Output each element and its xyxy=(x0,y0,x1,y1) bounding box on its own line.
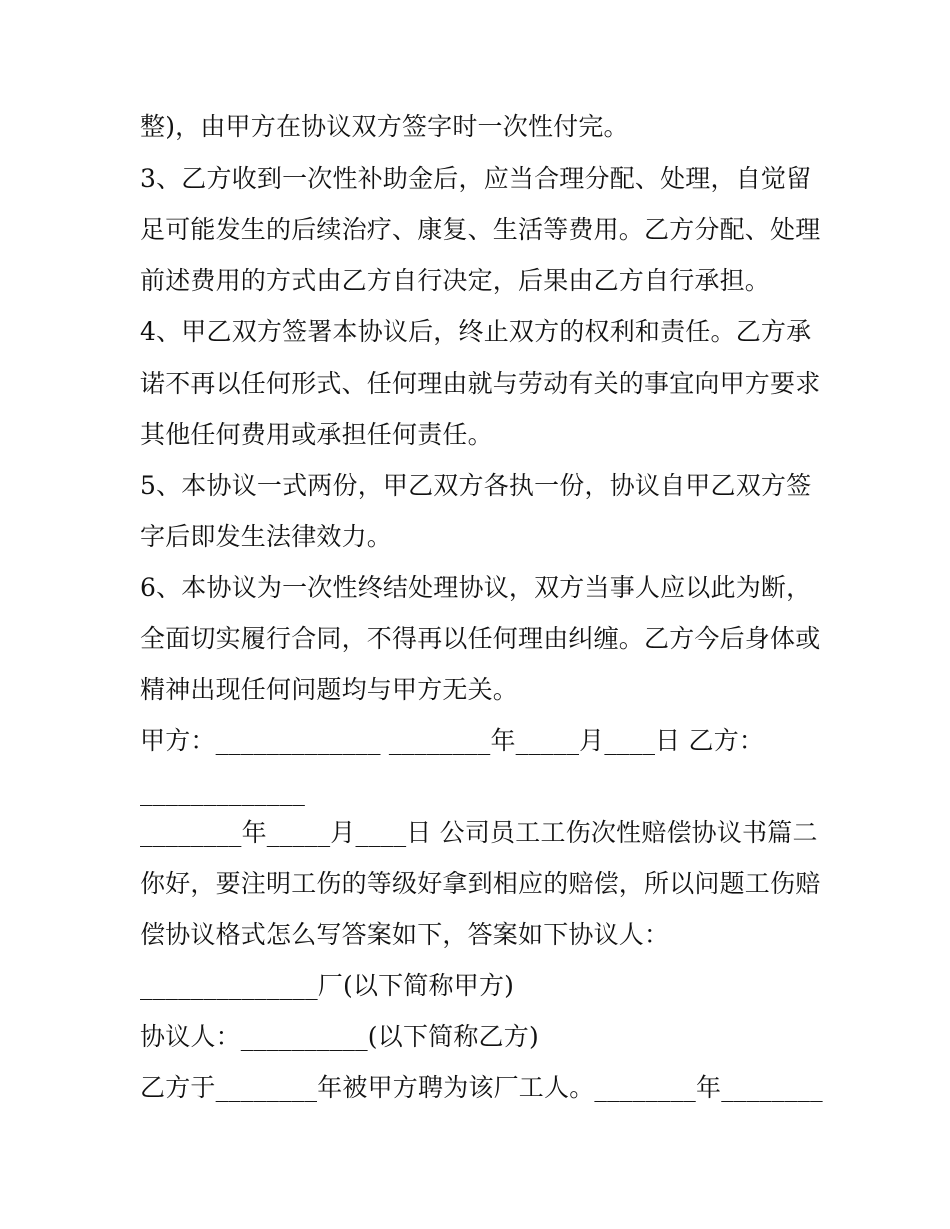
text-line: 足可能发生的后续治疗、康复、生活等费用。乙方分配、处理 xyxy=(140,215,821,244)
text-line: 其他任何费用或承担任何责任。 xyxy=(140,420,493,449)
text-line: 字后即发生法律效力。 xyxy=(140,522,393,551)
text-line: 整)，由甲方在协议双方签字时一次性付完。 xyxy=(140,112,629,141)
text-line: ______________厂(以下简称甲方) xyxy=(140,971,515,1000)
text-line: 4、甲乙双方签署本协议后，终止双方的权利和责任。乙方承 xyxy=(140,317,812,346)
text-line: 精神出现任何问题均与甲方无关。 xyxy=(140,675,519,704)
text-line: 诺不再以任何形式、任何理由就与劳动有关的事宜向甲方要求 xyxy=(140,369,821,398)
text-line: 你好，要注明工伤的等级好拿到相应的赔偿，所以问题工伤赔 xyxy=(140,869,821,898)
text-line: 5、本协议一式两份，甲乙双方各执一份，协议自甲乙双方签 xyxy=(140,471,812,500)
signature-line-party-a: 甲方：_____________ ________年_____月____日 乙方： xyxy=(140,726,765,755)
text-line: 前述费用的方式由乙方自行决定，后果由乙方自行承担。 xyxy=(140,266,771,295)
text-line: 3、乙方收到一次性补助金后，应当合理分配、处理，自觉留 xyxy=(140,164,812,193)
text-line: 协议人：__________(以下简称乙方) xyxy=(140,1022,539,1051)
text-line: 6、本协议为一次性终结处理协议，双方当事人应以此为断， xyxy=(140,573,812,602)
text-line: 乙方于________年被甲方聘为该厂工人。________年________ xyxy=(140,1073,823,1102)
text-line: 全面切实履行合同，不得再以任何理由纠缠。乙方今后身体或 xyxy=(140,624,821,653)
text-line: 偿协议格式怎么写答案如下，答案如下协议人： xyxy=(140,920,670,949)
signature-line-party-b: _____________ xyxy=(140,777,306,806)
text-line: ________年_____月____日 公司员工工伤次性赔偿协议书篇二 xyxy=(140,818,818,847)
